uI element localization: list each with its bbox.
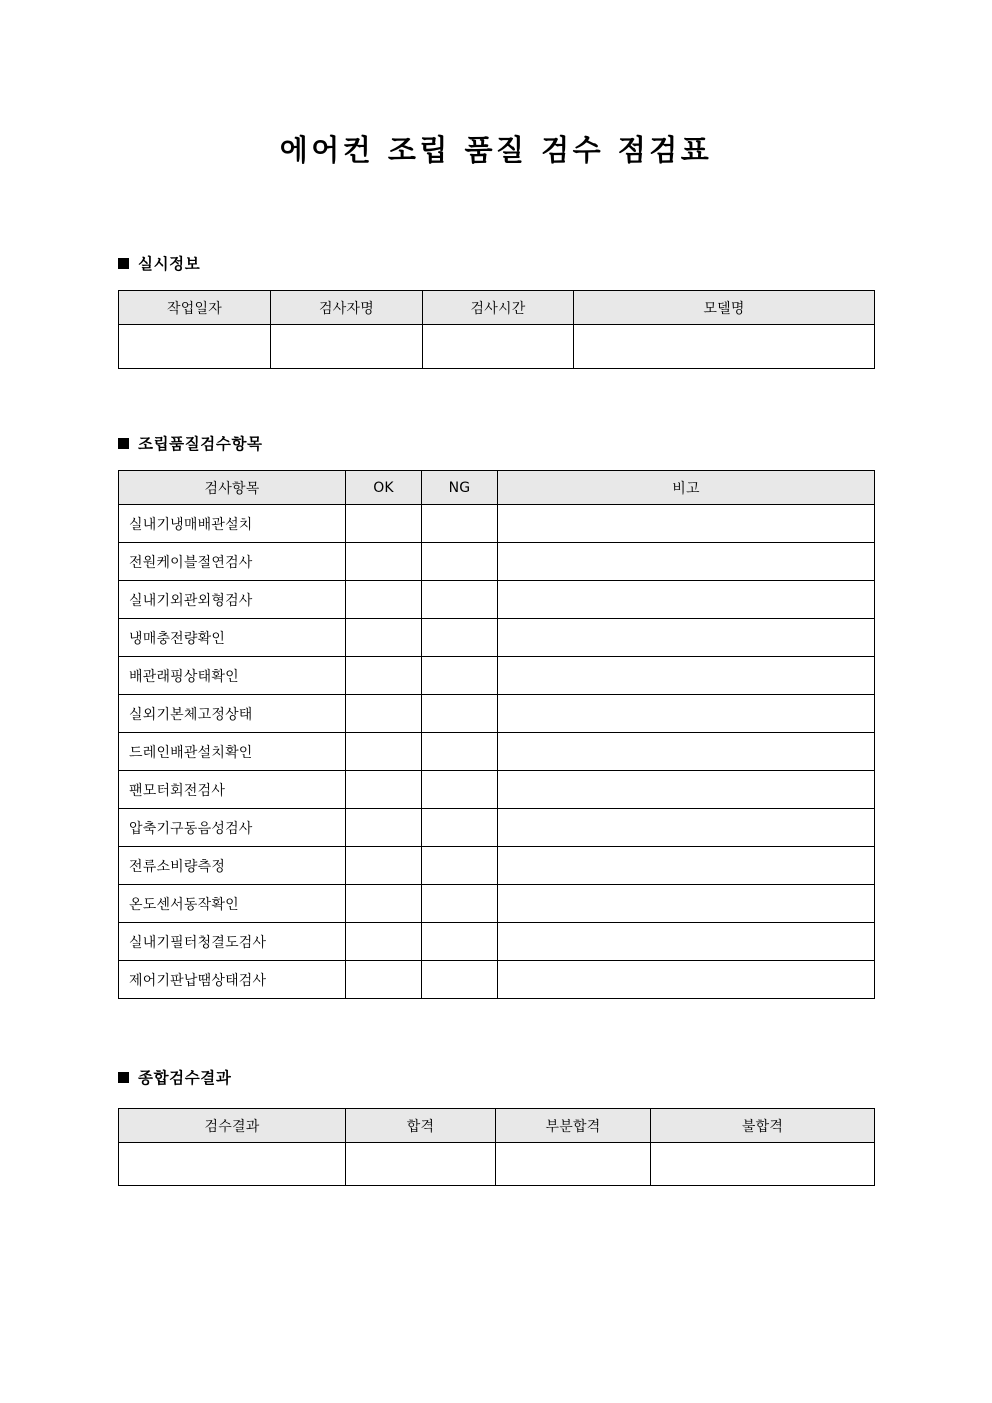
column-header-model-name: 모델명 bbox=[574, 291, 875, 325]
field-inspection-result[interactable] bbox=[119, 1143, 346, 1186]
inspection-item-ng-checkbox[interactable] bbox=[422, 505, 498, 543]
square-bullet-icon bbox=[118, 1072, 129, 1083]
section-heading-info bbox=[118, 252, 200, 274]
table-row bbox=[119, 543, 875, 581]
inspection-item-ok-checkbox[interactable] bbox=[346, 657, 422, 695]
inspection-items-table bbox=[118, 470, 875, 999]
overall-result-table bbox=[118, 1108, 875, 1186]
inspection-item-ok-checkbox[interactable] bbox=[346, 923, 422, 961]
field-partial-pass[interactable] bbox=[496, 1143, 651, 1186]
table-row bbox=[119, 325, 875, 369]
column-header-pass: 합격 bbox=[346, 1109, 496, 1143]
inspection-item-remark-field[interactable] bbox=[498, 695, 875, 733]
table-header-row bbox=[119, 1109, 875, 1143]
inspection-item-remark-field[interactable] bbox=[498, 657, 875, 695]
column-header-inspector-name: 검사자명 bbox=[271, 291, 423, 325]
table-row bbox=[119, 505, 875, 543]
inspection-item-ng-checkbox[interactable] bbox=[422, 885, 498, 923]
column-header-inspection-time: 검사시간 bbox=[423, 291, 574, 325]
table-row bbox=[119, 923, 875, 961]
table-row bbox=[119, 1143, 875, 1186]
inspection-item-ng-checkbox[interactable] bbox=[422, 923, 498, 961]
table-row bbox=[119, 961, 875, 999]
column-header-inspection-result: 검수결과 bbox=[119, 1109, 346, 1143]
field-model-name[interactable] bbox=[574, 325, 875, 369]
page-title: 에어컨 조립 품질 검수 점검표 bbox=[279, 133, 713, 167]
table-row bbox=[119, 733, 875, 771]
inspection-item-ok-checkbox[interactable] bbox=[346, 771, 422, 809]
field-fail[interactable] bbox=[651, 1143, 875, 1186]
column-header-work-date: 작업일자 bbox=[119, 291, 271, 325]
inspection-item-label: 냉매충전량확인 bbox=[119, 619, 346, 657]
table-row bbox=[119, 847, 875, 885]
inspection-item-remark-field[interactable] bbox=[498, 733, 875, 771]
square-bullet-icon bbox=[118, 258, 129, 269]
inspection-item-ng-checkbox[interactable] bbox=[422, 771, 498, 809]
inspection-item-remark-field[interactable] bbox=[498, 847, 875, 885]
table-header-row bbox=[119, 291, 875, 325]
inspection-item-label: 팬모터회전검사 bbox=[119, 771, 346, 809]
inspection-item-ok-checkbox[interactable] bbox=[346, 543, 422, 581]
section-heading-result-label: 종합검수결과 bbox=[138, 1069, 232, 1087]
inspection-item-label: 실내기냉매배관설치 bbox=[119, 505, 346, 543]
inspection-item-label: 제어기판납땜상태검사 bbox=[119, 961, 346, 999]
field-inspector-name[interactable] bbox=[271, 325, 423, 369]
inspection-item-ok-checkbox[interactable] bbox=[346, 809, 422, 847]
inspection-item-ok-checkbox[interactable] bbox=[346, 505, 422, 543]
table-row bbox=[119, 657, 875, 695]
inspection-item-label: 실내기외관외형검사 bbox=[119, 581, 346, 619]
inspection-item-label: 드레인배관설치확인 bbox=[119, 733, 346, 771]
section-heading-items-label: 조립품질검수항목 bbox=[138, 435, 263, 453]
inspection-item-label: 배관래핑상태확인 bbox=[119, 657, 346, 695]
inspection-item-label: 전원케이블절연검사 bbox=[119, 543, 346, 581]
square-bullet-icon bbox=[118, 438, 129, 449]
inspection-item-ng-checkbox[interactable] bbox=[422, 543, 498, 581]
table-row bbox=[119, 809, 875, 847]
inspection-item-remark-field[interactable] bbox=[498, 505, 875, 543]
inspection-item-label: 실내기필터청결도검사 bbox=[119, 923, 346, 961]
table-row bbox=[119, 581, 875, 619]
field-pass[interactable] bbox=[346, 1143, 496, 1186]
inspection-item-label: 압축기구동음성검사 bbox=[119, 809, 346, 847]
inspection-item-remark-field[interactable] bbox=[498, 885, 875, 923]
inspection-item-label: 실외기본체고정상태 bbox=[119, 695, 346, 733]
inspection-item-remark-field[interactable] bbox=[498, 771, 875, 809]
inspection-item-remark-field[interactable] bbox=[498, 923, 875, 961]
column-header-ng: NG bbox=[422, 471, 498, 505]
table-row bbox=[119, 619, 875, 657]
column-header-inspection-item: 검사항목 bbox=[119, 471, 346, 505]
inspection-items-body bbox=[119, 505, 875, 999]
table-row bbox=[119, 885, 875, 923]
inspection-item-ok-checkbox[interactable] bbox=[346, 847, 422, 885]
inspection-item-ng-checkbox[interactable] bbox=[422, 581, 498, 619]
inspection-item-ok-checkbox[interactable] bbox=[346, 619, 422, 657]
inspection-item-ng-checkbox[interactable] bbox=[422, 733, 498, 771]
table-row bbox=[119, 695, 875, 733]
inspection-item-ng-checkbox[interactable] bbox=[422, 619, 498, 657]
field-work-date[interactable] bbox=[119, 325, 271, 369]
section-heading-items bbox=[118, 432, 263, 454]
inspection-item-ng-checkbox[interactable] bbox=[422, 961, 498, 999]
column-header-partial-pass: 부분합격 bbox=[496, 1109, 651, 1143]
table-row bbox=[119, 771, 875, 809]
inspection-item-ng-checkbox[interactable] bbox=[422, 809, 498, 847]
inspection-item-ng-checkbox[interactable] bbox=[422, 657, 498, 695]
table-header-row bbox=[119, 471, 875, 505]
inspection-item-label: 온도센서동작확인 bbox=[119, 885, 346, 923]
section-heading-info-label: 실시정보 bbox=[138, 255, 201, 273]
inspection-item-ng-checkbox[interactable] bbox=[422, 847, 498, 885]
inspection-item-remark-field[interactable] bbox=[498, 619, 875, 657]
inspection-item-remark-field[interactable] bbox=[498, 543, 875, 581]
inspection-item-ok-checkbox[interactable] bbox=[346, 733, 422, 771]
inspection-item-remark-field[interactable] bbox=[498, 581, 875, 619]
column-header-remark: 비고 bbox=[498, 471, 875, 505]
column-header-ok: OK bbox=[346, 471, 422, 505]
inspection-item-ok-checkbox[interactable] bbox=[346, 695, 422, 733]
inspection-item-ok-checkbox[interactable] bbox=[346, 961, 422, 999]
inspection-item-ok-checkbox[interactable] bbox=[346, 885, 422, 923]
inspection-item-remark-field[interactable] bbox=[498, 809, 875, 847]
field-inspection-time[interactable] bbox=[423, 325, 574, 369]
inspection-item-ng-checkbox[interactable] bbox=[422, 695, 498, 733]
inspection-item-ok-checkbox[interactable] bbox=[346, 581, 422, 619]
column-header-fail: 불합격 bbox=[651, 1109, 875, 1143]
section-heading-result bbox=[118, 1066, 231, 1088]
inspection-item-label: 전류소비량측정 bbox=[119, 847, 346, 885]
inspection-item-remark-field[interactable] bbox=[498, 961, 875, 999]
implementation-info-table bbox=[118, 290, 875, 369]
